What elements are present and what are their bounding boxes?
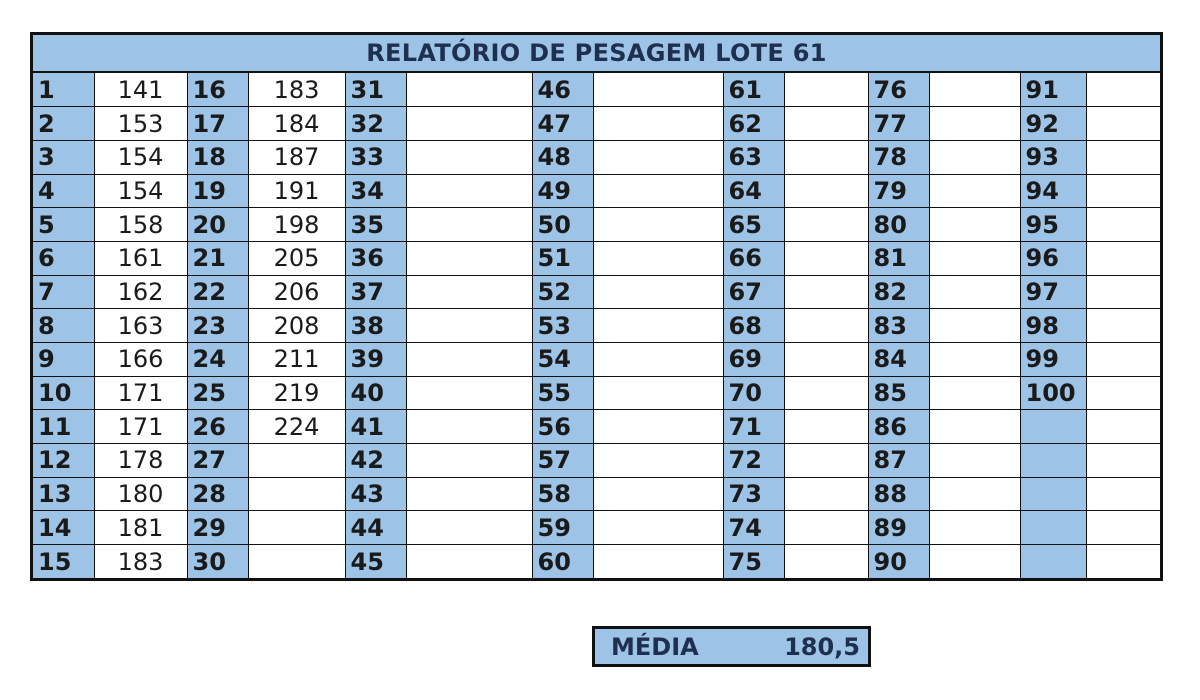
animal-number: 41 [345, 410, 406, 444]
animal-number: 92 [1020, 107, 1086, 141]
animal-number: 88 [868, 477, 929, 511]
animal-number: 100 [1020, 376, 1086, 410]
animal-number: 83 [868, 309, 929, 343]
table-row [33, 275, 1160, 309]
animal-number: 37 [345, 275, 406, 309]
weights-grid [33, 73, 1160, 578]
animal-number: 34 [345, 174, 406, 208]
animal-number: 68 [723, 309, 784, 343]
animal-number: 47 [532, 107, 593, 141]
average-summary [592, 626, 871, 667]
animal-number: 21 [187, 241, 248, 275]
weight-cell [929, 275, 1020, 309]
animal-number: 87 [868, 444, 929, 478]
animal-number [1020, 444, 1086, 478]
animal-number: 36 [345, 241, 406, 275]
weight-cell: 163 [94, 309, 187, 343]
weight-cell [929, 73, 1020, 107]
animal-number: 76 [868, 73, 929, 107]
animal-number [1020, 477, 1086, 511]
animal-number: 86 [868, 410, 929, 444]
animal-number: 56 [532, 410, 593, 444]
animal-number: 89 [868, 511, 929, 545]
weight-cell: 162 [94, 275, 187, 309]
weight-cell [929, 477, 1020, 511]
weight-cell [406, 376, 532, 410]
weight-cell [1086, 241, 1160, 275]
animal-number: 24 [187, 343, 248, 377]
animal-number: 49 [532, 174, 593, 208]
animal-number: 11 [33, 410, 94, 444]
animal-number: 50 [532, 208, 593, 242]
animal-number: 33 [345, 140, 406, 174]
animal-number: 22 [187, 275, 248, 309]
weight-cell [1086, 140, 1160, 174]
average-label: MÉDIA [611, 632, 699, 661]
weight-cell [784, 511, 868, 545]
animal-number: 26 [187, 410, 248, 444]
weight-cell [1086, 545, 1160, 579]
animal-number: 53 [532, 309, 593, 343]
animal-number: 18 [187, 140, 248, 174]
weight-cell [784, 275, 868, 309]
animal-number: 8 [33, 309, 94, 343]
weight-cell [1086, 107, 1160, 141]
table-row [33, 444, 1160, 478]
weight-cell [784, 208, 868, 242]
weight-cell: 198 [248, 208, 345, 242]
weight-cell [593, 343, 723, 377]
weight-cell [406, 343, 532, 377]
weight-cell [406, 511, 532, 545]
animal-number: 13 [33, 477, 94, 511]
weight-cell [593, 376, 723, 410]
weight-cell [784, 73, 868, 107]
weight-cell: 171 [94, 410, 187, 444]
animal-number: 98 [1020, 309, 1086, 343]
animal-number: 23 [187, 309, 248, 343]
animal-number: 7 [33, 275, 94, 309]
weight-cell [593, 545, 723, 579]
animal-number: 6 [33, 241, 94, 275]
average-value: 180,5 [784, 632, 860, 661]
animal-number: 30 [187, 545, 248, 579]
table-row [33, 410, 1160, 444]
weight-cell [593, 444, 723, 478]
animal-number: 38 [345, 309, 406, 343]
weight-cell: 205 [248, 241, 345, 275]
weight-cell: 191 [248, 174, 345, 208]
weight-cell [784, 343, 868, 377]
weight-cell [406, 208, 532, 242]
report-title: RELATÓRIO DE PESAGEM LOTE 61 [33, 35, 1160, 73]
animal-number: 90 [868, 545, 929, 579]
weight-cell [406, 73, 532, 107]
weight-cell [1086, 444, 1160, 478]
weight-cell: 208 [248, 309, 345, 343]
animal-number: 4 [33, 174, 94, 208]
weight-cell [784, 477, 868, 511]
weight-cell [784, 410, 868, 444]
weight-cell: 187 [248, 140, 345, 174]
weight-cell [784, 241, 868, 275]
weight-cell [248, 477, 345, 511]
weight-cell: 141 [94, 73, 187, 107]
animal-number: 66 [723, 241, 784, 275]
table-row [33, 545, 1160, 579]
weight-cell [406, 107, 532, 141]
weight-cell [929, 208, 1020, 242]
animal-number: 60 [532, 545, 593, 579]
weight-cell: 166 [94, 343, 187, 377]
animal-number: 67 [723, 275, 784, 309]
weight-cell: 171 [94, 376, 187, 410]
weight-cell [1086, 376, 1160, 410]
table-row [33, 511, 1160, 545]
weight-cell [929, 107, 1020, 141]
animal-number: 84 [868, 343, 929, 377]
weight-cell [929, 140, 1020, 174]
weight-cell: 184 [248, 107, 345, 141]
weight-cell: 181 [94, 511, 187, 545]
animal-number: 5 [33, 208, 94, 242]
weight-cell [784, 309, 868, 343]
animal-number: 40 [345, 376, 406, 410]
weight-cell [406, 140, 532, 174]
weight-cell: 183 [94, 545, 187, 579]
animal-number: 74 [723, 511, 784, 545]
weight-cell: 154 [94, 174, 187, 208]
animal-number: 65 [723, 208, 784, 242]
weight-cell [593, 107, 723, 141]
weight-cell [248, 444, 345, 478]
table-row [33, 140, 1160, 174]
weight-cell: 183 [248, 73, 345, 107]
animal-number: 59 [532, 511, 593, 545]
weight-cell [593, 275, 723, 309]
weight-cell [593, 477, 723, 511]
animal-number: 58 [532, 477, 593, 511]
animal-number [1020, 511, 1086, 545]
weight-cell [593, 174, 723, 208]
weight-cell [784, 140, 868, 174]
weight-cell [248, 545, 345, 579]
animal-number: 80 [868, 208, 929, 242]
animal-number: 85 [868, 376, 929, 410]
weight-cell [929, 410, 1020, 444]
weight-cell [929, 309, 1020, 343]
animal-number: 93 [1020, 140, 1086, 174]
animal-number: 94 [1020, 174, 1086, 208]
animal-number: 9 [33, 343, 94, 377]
table-row [33, 107, 1160, 141]
animal-number: 77 [868, 107, 929, 141]
weight-cell: 219 [248, 376, 345, 410]
weight-cell [593, 511, 723, 545]
animal-number: 1 [33, 73, 94, 107]
weight-cell [406, 174, 532, 208]
weight-cell [1086, 73, 1160, 107]
weight-cell: 206 [248, 275, 345, 309]
animal-number: 81 [868, 241, 929, 275]
weight-cell [784, 376, 868, 410]
animal-number: 95 [1020, 208, 1086, 242]
animal-number: 32 [345, 107, 406, 141]
weight-cell: 153 [94, 107, 187, 141]
animal-number: 17 [187, 107, 248, 141]
animal-number: 62 [723, 107, 784, 141]
animal-number: 55 [532, 376, 593, 410]
animal-number: 57 [532, 444, 593, 478]
animal-number: 10 [33, 376, 94, 410]
animal-number [1020, 410, 1086, 444]
weight-cell [929, 511, 1020, 545]
weight-cell [593, 241, 723, 275]
animal-number: 99 [1020, 343, 1086, 377]
animal-number: 75 [723, 545, 784, 579]
animal-number: 44 [345, 511, 406, 545]
animal-number: 69 [723, 343, 784, 377]
weight-cell [1086, 174, 1160, 208]
animal-number: 72 [723, 444, 784, 478]
animal-number: 16 [187, 73, 248, 107]
animal-number: 54 [532, 343, 593, 377]
animal-number: 96 [1020, 241, 1086, 275]
animal-number: 97 [1020, 275, 1086, 309]
animal-number: 52 [532, 275, 593, 309]
animal-number: 51 [532, 241, 593, 275]
animal-number: 61 [723, 73, 784, 107]
weight-cell: 161 [94, 241, 187, 275]
weight-cell [784, 444, 868, 478]
weight-cell [1086, 410, 1160, 444]
animal-number: 73 [723, 477, 784, 511]
animal-number: 46 [532, 73, 593, 107]
animal-number: 2 [33, 107, 94, 141]
animal-number: 31 [345, 73, 406, 107]
animal-number: 79 [868, 174, 929, 208]
weight-cell [406, 545, 532, 579]
weight-cell [406, 275, 532, 309]
animal-number: 91 [1020, 73, 1086, 107]
table-row [33, 477, 1160, 511]
animal-number: 28 [187, 477, 248, 511]
animal-number: 25 [187, 376, 248, 410]
animal-number: 27 [187, 444, 248, 478]
animal-number: 64 [723, 174, 784, 208]
weight-cell [784, 174, 868, 208]
animal-number: 14 [33, 511, 94, 545]
weight-cell [1086, 208, 1160, 242]
weight-cell [1086, 309, 1160, 343]
animal-number: 15 [33, 545, 94, 579]
table-row [33, 73, 1160, 107]
weight-cell [1086, 343, 1160, 377]
animal-number: 19 [187, 174, 248, 208]
animal-number: 71 [723, 410, 784, 444]
weight-cell [593, 73, 723, 107]
animal-number: 43 [345, 477, 406, 511]
animal-number: 29 [187, 511, 248, 545]
weight-cell: 211 [248, 343, 345, 377]
weight-cell [406, 444, 532, 478]
weight-cell [593, 309, 723, 343]
animal-number: 39 [345, 343, 406, 377]
weight-cell: 158 [94, 208, 187, 242]
animal-number: 12 [33, 444, 94, 478]
weight-cell [929, 545, 1020, 579]
weight-cell [406, 309, 532, 343]
animal-number: 20 [187, 208, 248, 242]
weight-cell [593, 208, 723, 242]
weight-cell [929, 241, 1020, 275]
animal-number [1020, 545, 1086, 579]
animal-number: 35 [345, 208, 406, 242]
weight-cell [929, 174, 1020, 208]
table-row [33, 174, 1160, 208]
animal-number: 78 [868, 140, 929, 174]
weight-cell [1086, 511, 1160, 545]
table-row [33, 208, 1160, 242]
weight-cell: 178 [94, 444, 187, 478]
weight-cell [929, 444, 1020, 478]
weight-cell: 180 [94, 477, 187, 511]
weight-cell [929, 343, 1020, 377]
weight-cell [406, 241, 532, 275]
weight-cell [784, 545, 868, 579]
table-row [33, 376, 1160, 410]
weight-cell: 154 [94, 140, 187, 174]
table-row [33, 343, 1160, 377]
weight-cell [1086, 477, 1160, 511]
weight-cell [929, 376, 1020, 410]
weight-cell [248, 511, 345, 545]
animal-number: 42 [345, 444, 406, 478]
weighing-report-table [30, 32, 1163, 581]
weight-cell [406, 410, 532, 444]
animal-number: 48 [532, 140, 593, 174]
table-row [33, 309, 1160, 343]
animal-number: 63 [723, 140, 784, 174]
weight-cell [406, 477, 532, 511]
weight-cell [1086, 275, 1160, 309]
animal-number: 70 [723, 376, 784, 410]
animal-number: 45 [345, 545, 406, 579]
animal-number: 82 [868, 275, 929, 309]
weight-cell [593, 140, 723, 174]
weight-cell: 224 [248, 410, 345, 444]
weight-cell [784, 107, 868, 141]
weight-cell [593, 410, 723, 444]
table-row [33, 241, 1160, 275]
animal-number: 3 [33, 140, 94, 174]
